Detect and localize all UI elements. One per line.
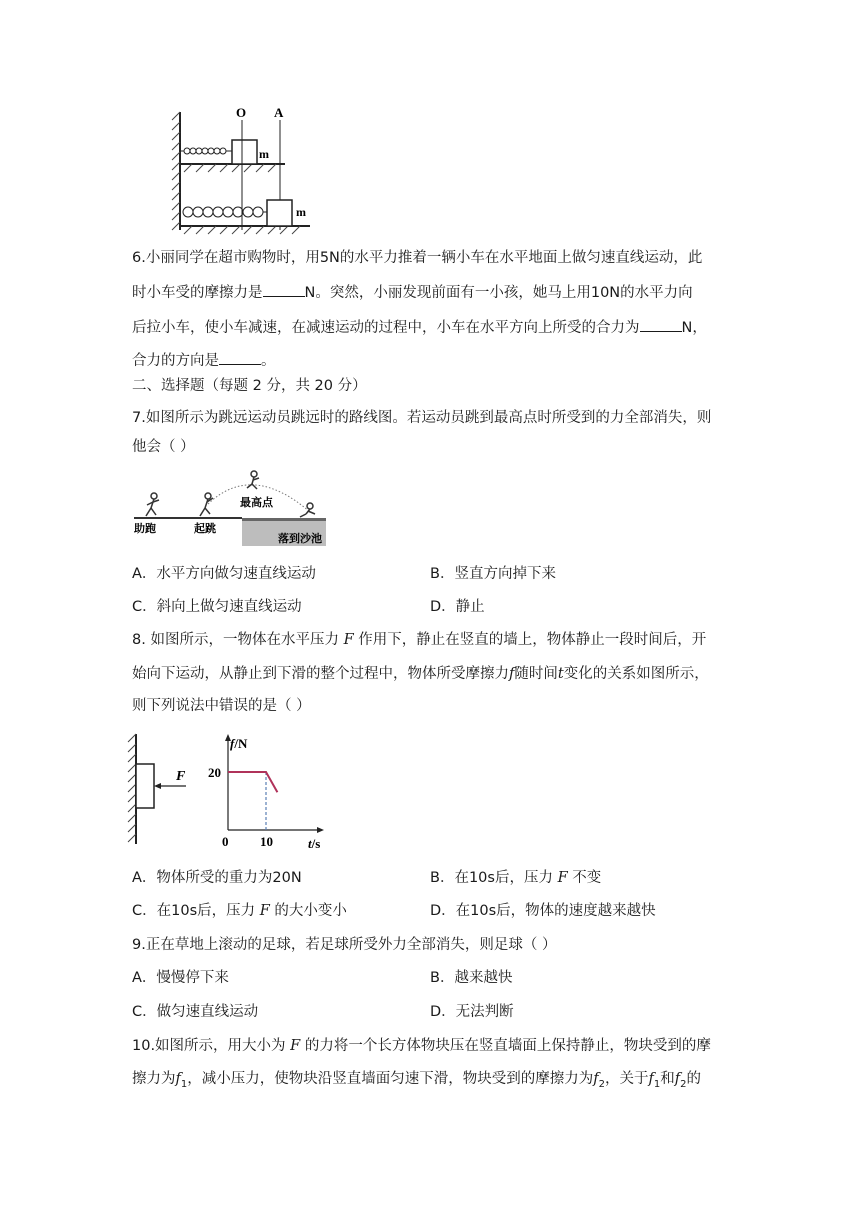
q7-option-a[interactable]: A．水平方向做匀速直线运动 [132,566,316,582]
q8-line3: 则下列说法中错误的是（ ） [132,698,311,714]
q8-option-d[interactable]: D．在10s后，物体的速度越来越快 [430,903,656,919]
q8-line1-a: 8. 如图所示，一物体在水平压力 [132,632,339,648]
q10-line1-b: 的力将一个长方体物块压在竖直墙面上保持静止，物块受到的摩 [304,1038,711,1054]
spring-mass-figure [160,100,320,235]
q10-f2-sub: 2 [598,1078,605,1090]
q10-f1: f [175,1071,181,1087]
y-axis-label-f: f [230,736,235,751]
q8-option-c-a: C．在10s后，压力 [132,903,256,919]
y-tick-20: 20 [208,765,221,780]
x-tick-10: 10 [260,834,273,849]
top-mass-label: m [259,147,269,161]
bottom-mass-label: m [296,205,306,219]
q6-line2-b: N。突然，小丽发现前面有一小孩，她马上用10N的水平力向 [304,285,693,301]
q8-line1 [132,630,706,650]
q10-line2-b: ，减小压力，使物块沿竖直墙面匀速下滑，物块受到的摩擦力为 [187,1071,594,1087]
q10-f2: f [593,1071,599,1087]
label-highest-point: 最高点 [240,497,273,509]
q8-line2-t: t [557,666,564,682]
q8-option-b-a: B．在10s后，压力 [430,870,553,886]
q6-blank-2[interactable] [640,317,682,332]
q6-line3-a: 后拉小车，使小车减速，在减速运动的过程中，小车在水平方向上所受的合力为 [132,320,640,336]
q7-option-c[interactable]: C．斜向上做匀速直线运动 [132,599,302,615]
x-tick-0: 0 [222,834,229,849]
long-jump-figure [130,468,330,550]
q8-option-c-F: F [259,903,270,919]
label-run: 助跑 [134,523,156,535]
q8-line2-f: f [509,666,515,682]
q10-line2 [132,1069,701,1095]
q8-line1-b: 作用下，静止在竖直的墙上，物体静止一段时间后，开 [358,632,707,648]
q6-line4 [132,350,276,371]
q9-line1: 9.正在草地上滚动的足球，若足球所受外力全部消失，则足球（ ） [132,937,557,953]
q6-blank-3[interactable] [219,350,261,365]
q8-line2-b: 随时间 [514,666,558,682]
q9-option-d[interactable]: D．无法判断 [430,1004,514,1020]
q8-option-a[interactable]: A．物体所受的重力为20N [132,870,302,886]
q10-line2-d: 和 [660,1071,675,1087]
q7-option-d[interactable]: D．静止 [430,599,485,615]
force-F-label: F [176,769,186,784]
label-a: A [274,105,284,120]
q8-line1-F: F [343,632,354,648]
q10-line2-e: 的 [686,1071,701,1087]
q6-line2 [132,282,693,303]
q8-option-b-F: F [557,870,568,886]
q6-line4-b: 。 [261,353,276,369]
x-axis-label [308,836,320,851]
q10-f2b: f [674,1071,681,1087]
friction-series-line [228,772,277,792]
q7-line1: 7.如图所示为跳远运动员跳远时的路线图。若运动员跳到最高点时所受到的力全部消失，则 [132,410,712,426]
x-axis-label-t: t [308,836,312,851]
q7-line2: 他会（ ） [132,439,195,455]
wall-block-figure [124,732,194,848]
q6-line1: 6.小丽同学在超市购物时，用5N的水平力推着一辆小车在水平地面上做匀速直线运动，此 [132,250,703,266]
q10-f1b: f [648,1071,654,1087]
q9-option-a[interactable]: A．慢慢停下来 [132,970,229,986]
q10-f2b-sub: 2 [680,1078,687,1090]
q7-option-b[interactable]: B．竖直方向掉下来 [430,566,556,582]
q10-line2-c: ，关于 [605,1071,649,1087]
q6-blank-1[interactable] [263,282,305,297]
q8-option-c[interactable] [132,901,347,921]
q10-f1b-sub: 1 [653,1078,661,1090]
q10-line2-a: 擦力为 [132,1071,176,1087]
q8-option-c-b: 的大小变小 [274,903,347,919]
q10-line1 [132,1036,711,1056]
q6-line3-b: N， [681,320,707,336]
label-land-sandpit: 落到沙池 [278,533,322,545]
q9-option-c[interactable]: C．做匀速直线运动 [132,1004,259,1020]
q8-line2 [132,664,709,684]
y-axis-label-unit: /N [234,736,248,751]
q8-line2-a: 始向下运动，从静止到下滑的整个过程中，物体所受摩擦力 [132,666,509,682]
section-2-heading: 二、选择题（每题 2 分，共 20 分） [132,378,367,394]
y-axis-label [230,736,248,751]
friction-time-chart [200,732,330,852]
label-o: O [236,105,247,120]
q6-line2-a: 时小车受的摩擦力是 [132,285,263,301]
q10-f1-sub: 1 [180,1078,188,1090]
label-takeoff: 起跳 [194,523,216,535]
q10-line1-a: 10.如图所示，用大小为 [132,1038,286,1054]
x-axis-label-unit: /s [311,836,321,851]
q6-line3 [132,317,707,338]
q8-option-b-b: 不变 [572,870,602,886]
q8-option-b[interactable] [430,868,601,888]
q6-line4-a: 合力的方向是 [132,353,219,369]
q9-option-b[interactable]: B．越来越快 [430,970,513,986]
q8-line2-c: 变化的关系如图所示， [563,666,709,682]
q10-line1-F: F [290,1038,301,1054]
